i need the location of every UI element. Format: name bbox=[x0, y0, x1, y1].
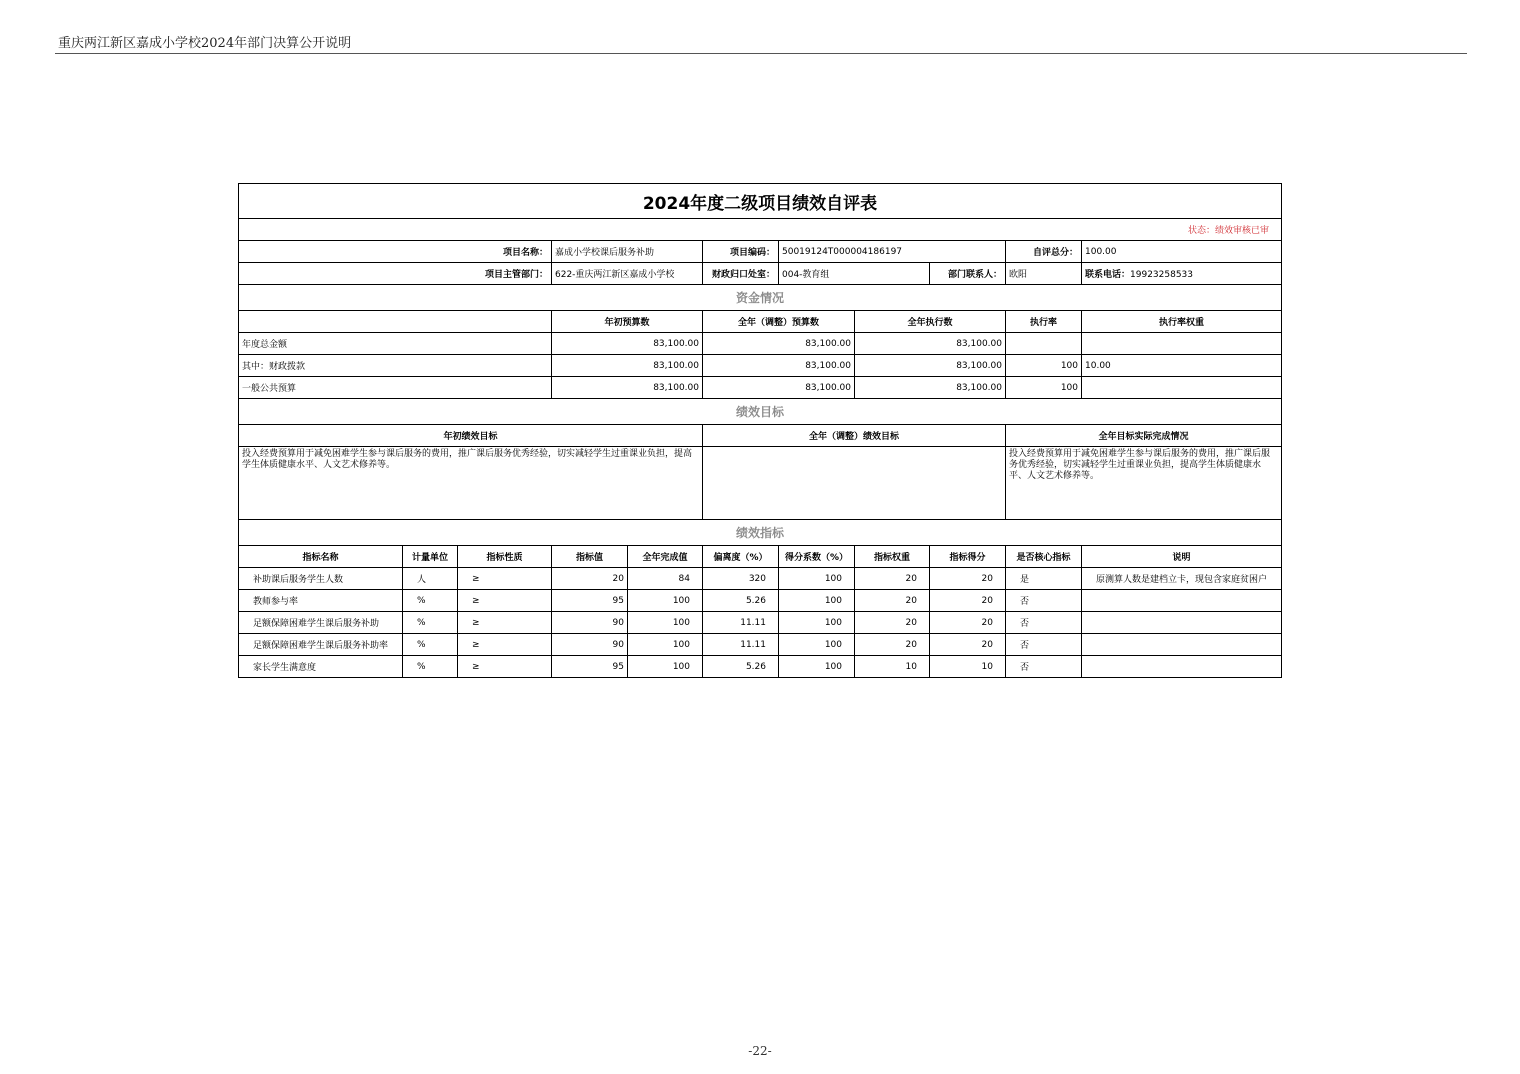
ind-note bbox=[1082, 612, 1282, 634]
finance-office-label: 财政归口处室： bbox=[703, 263, 779, 285]
page-number: -22- bbox=[748, 1044, 772, 1058]
goals-section-title: 绩效目标 bbox=[239, 399, 1282, 425]
ind-weight: 20 bbox=[855, 590, 930, 612]
phone-value: 19923258533 bbox=[1130, 270, 1194, 280]
fund-row-rate: 100 bbox=[1006, 377, 1082, 399]
funds-section-title: 资金情况 bbox=[239, 285, 1282, 311]
funds-header-adjusted: 全年（调整）预算数 bbox=[703, 311, 855, 333]
ind-target: 90 bbox=[552, 634, 628, 656]
ind-nature: ≥ bbox=[458, 568, 552, 590]
finance-office-value: 004-教育组 bbox=[779, 263, 930, 285]
page-header: 重庆两江新区嘉成小学校2024年部门决算公开说明 bbox=[58, 36, 352, 51]
ind-header-core: 是否核心指标 bbox=[1006, 546, 1082, 568]
ind-name: 足额保障困难学生课后服务补助率 bbox=[239, 634, 403, 656]
contact-value: 欧阳 bbox=[1006, 263, 1082, 285]
ind-weight: 20 bbox=[855, 568, 930, 590]
indicators-section-title: 绩效指标 bbox=[239, 520, 1282, 546]
ind-score: 10 bbox=[930, 656, 1006, 678]
ind-coef: 100 bbox=[779, 634, 855, 656]
table-row bbox=[239, 333, 1282, 355]
info-row-2 bbox=[239, 263, 1282, 285]
ind-note bbox=[1082, 656, 1282, 678]
fund-row-weight bbox=[1082, 377, 1282, 399]
contact-label: 部门联系人： bbox=[930, 263, 1006, 285]
ind-coef: 100 bbox=[779, 568, 855, 590]
project-name-label: 项目名称： bbox=[239, 241, 552, 263]
ind-unit: % bbox=[403, 612, 458, 634]
ind-actual: 100 bbox=[628, 634, 703, 656]
table-row bbox=[239, 612, 1282, 634]
fund-row-initial: 83,100.00 bbox=[552, 333, 703, 355]
fund-row-adjusted: 83,100.00 bbox=[703, 355, 855, 377]
ind-note bbox=[1082, 634, 1282, 656]
fund-row-weight bbox=[1082, 333, 1282, 355]
actual-goal-text: 投入经费预算用于减免困难学生参与课后服务的费用，推广课后服务优秀经验，切实减轻学生过重课业负担，提高学生体质健康水平、人文艺术修养等。 bbox=[1006, 447, 1282, 520]
ind-nature: ≥ bbox=[458, 656, 552, 678]
fund-row-rate bbox=[1006, 333, 1082, 355]
table-row bbox=[239, 634, 1282, 656]
project-name-value: 嘉成小学校课后服务补助 bbox=[552, 241, 703, 263]
ind-target: 20 bbox=[552, 568, 628, 590]
ind-header-actual: 全年完成值 bbox=[628, 546, 703, 568]
ind-name: 家长学生满意度 bbox=[239, 656, 403, 678]
ind-coef: 100 bbox=[779, 590, 855, 612]
ind-note: 原测算人数是建档立卡，现包含家庭贫困户 bbox=[1082, 568, 1282, 590]
ind-target: 95 bbox=[552, 590, 628, 612]
fund-row-executed: 83,100.00 bbox=[855, 377, 1006, 399]
self-score-label: 自评总分： bbox=[1006, 241, 1082, 263]
ind-score: 20 bbox=[930, 568, 1006, 590]
ind-coef: 100 bbox=[779, 612, 855, 634]
table-row bbox=[239, 590, 1282, 612]
ind-note bbox=[1082, 590, 1282, 612]
ind-actual: 100 bbox=[628, 590, 703, 612]
ind-deviation: 5.26 bbox=[703, 656, 779, 678]
table-row bbox=[239, 568, 1282, 590]
performance-evaluation-table bbox=[238, 183, 1282, 678]
phone-cell bbox=[1082, 263, 1282, 285]
ind-weight: 10 bbox=[855, 656, 930, 678]
table-row bbox=[239, 377, 1282, 399]
ind-header-weight: 指标权重 bbox=[855, 546, 930, 568]
dept-label: 项目主管部门： bbox=[239, 263, 552, 285]
dept-value: 622-重庆两江新区嘉成小学校 bbox=[552, 263, 703, 285]
ind-header-target: 指标值 bbox=[552, 546, 628, 568]
funds-header-blank bbox=[239, 311, 552, 333]
header-rule bbox=[55, 53, 1467, 54]
ind-header-note: 说明 bbox=[1082, 546, 1282, 568]
fund-row-initial: 83,100.00 bbox=[552, 355, 703, 377]
ind-deviation: 11.11 bbox=[703, 634, 779, 656]
table-title: 2024年度二级项目绩效自评表 bbox=[239, 184, 1282, 219]
ind-weight: 20 bbox=[855, 634, 930, 656]
fund-row-executed: 83,100.00 bbox=[855, 333, 1006, 355]
adjusted-goal-text bbox=[703, 447, 1006, 520]
ind-core: 否 bbox=[1006, 634, 1082, 656]
ind-header-nature: 指标性质 bbox=[458, 546, 552, 568]
project-code-value: 50019124T000004186197 bbox=[779, 241, 1006, 263]
ind-name: 足额保障困难学生课后服务补助 bbox=[239, 612, 403, 634]
ind-deviation: 5.26 bbox=[703, 590, 779, 612]
status-badge: 状态：绩效审核已审 bbox=[239, 219, 1282, 241]
project-code-label: 项目编码： bbox=[703, 241, 779, 263]
ind-score: 20 bbox=[930, 590, 1006, 612]
ind-coef: 100 bbox=[779, 656, 855, 678]
ind-core: 否 bbox=[1006, 656, 1082, 678]
ind-core: 否 bbox=[1006, 612, 1082, 634]
goals-header-actual: 全年目标实际完成情况 bbox=[1006, 425, 1282, 447]
ind-actual: 100 bbox=[628, 656, 703, 678]
funds-header-weight: 执行率权重 bbox=[1082, 311, 1282, 333]
fund-row-name: 其中：财政拨款 bbox=[239, 355, 552, 377]
ind-score: 20 bbox=[930, 634, 1006, 656]
ind-header-score: 指标得分 bbox=[930, 546, 1006, 568]
table-row bbox=[239, 656, 1282, 678]
fund-row-initial: 83,100.00 bbox=[552, 377, 703, 399]
phone-label: 联系电话： bbox=[1085, 270, 1131, 280]
info-row-1 bbox=[239, 241, 1282, 263]
self-score-value: 100.00 bbox=[1082, 241, 1282, 263]
ind-header-unit: 计量单位 bbox=[403, 546, 458, 568]
ind-unit: % bbox=[403, 656, 458, 678]
ind-nature: ≥ bbox=[458, 612, 552, 634]
ind-unit: % bbox=[403, 590, 458, 612]
ind-core: 否 bbox=[1006, 590, 1082, 612]
ind-unit: % bbox=[403, 634, 458, 656]
initial-goal-text: 投入经费预算用于减免困难学生参与课后服务的费用，推广课后服务优秀经验，切实减轻学生过重课业负担，提高学生体质健康水平、人文艺术修养等。 bbox=[239, 447, 703, 520]
fund-row-weight: 10.00 bbox=[1082, 355, 1282, 377]
ind-deviation: 320 bbox=[703, 568, 779, 590]
funds-header-rate: 执行率 bbox=[1006, 311, 1082, 333]
goals-content-row bbox=[239, 447, 1282, 520]
indicators-header-row bbox=[239, 546, 1282, 568]
ind-unit: 人 bbox=[403, 568, 458, 590]
goals-header-initial: 年初绩效目标 bbox=[239, 425, 703, 447]
table-row bbox=[239, 355, 1282, 377]
ind-nature: ≥ bbox=[458, 590, 552, 612]
fund-row-name: 一般公共预算 bbox=[239, 377, 552, 399]
ind-target: 90 bbox=[552, 612, 628, 634]
funds-header-row bbox=[239, 311, 1282, 333]
ind-target: 95 bbox=[552, 656, 628, 678]
ind-header-deviation: 偏离度（%） bbox=[703, 546, 779, 568]
fund-row-rate: 100 bbox=[1006, 355, 1082, 377]
ind-actual: 100 bbox=[628, 612, 703, 634]
ind-actual: 84 bbox=[628, 568, 703, 590]
goals-header-row bbox=[239, 425, 1282, 447]
funds-header-executed: 全年执行数 bbox=[855, 311, 1006, 333]
fund-row-executed: 83,100.00 bbox=[855, 355, 1006, 377]
ind-weight: 20 bbox=[855, 612, 930, 634]
fund-row-name: 年度总金额 bbox=[239, 333, 552, 355]
ind-deviation: 11.11 bbox=[703, 612, 779, 634]
ind-nature: ≥ bbox=[458, 634, 552, 656]
goals-header-adjusted: 全年（调整）绩效目标 bbox=[703, 425, 1006, 447]
fund-row-adjusted: 83,100.00 bbox=[703, 377, 855, 399]
funds-header-initial: 年初预算数 bbox=[552, 311, 703, 333]
ind-header-coef: 得分系数（%） bbox=[779, 546, 855, 568]
ind-name: 补助课后服务学生人数 bbox=[239, 568, 403, 590]
ind-name: 教师参与率 bbox=[239, 590, 403, 612]
ind-header-name: 指标名称 bbox=[239, 546, 403, 568]
ind-score: 20 bbox=[930, 612, 1006, 634]
fund-row-adjusted: 83,100.00 bbox=[703, 333, 855, 355]
ind-core: 是 bbox=[1006, 568, 1082, 590]
